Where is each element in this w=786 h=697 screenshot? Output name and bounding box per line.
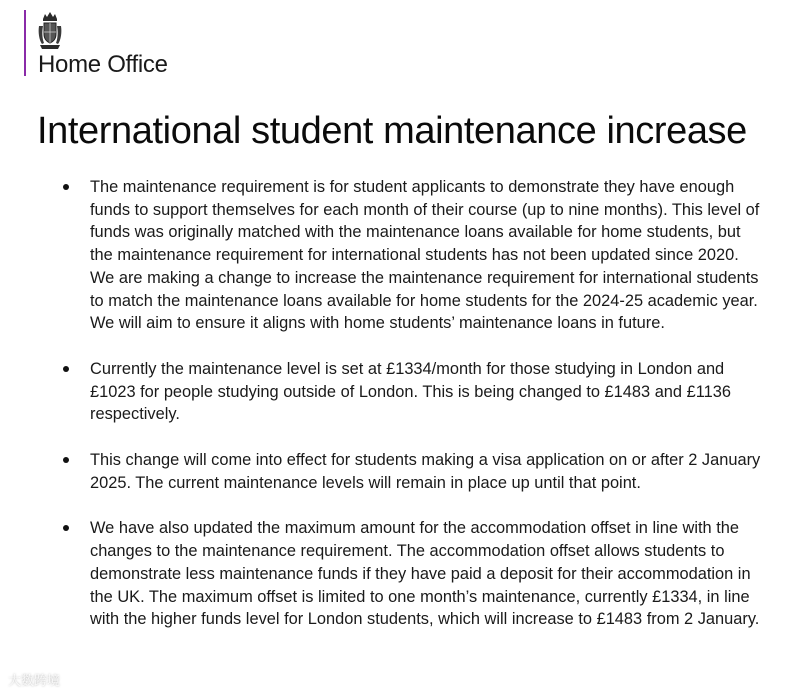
bullet-dot	[63, 457, 69, 463]
bullet-text: The maintenance requirement is for student applicants to demonstrate they have enough funds to support themselves for each month of their course (up to nine months). This level of funds was originally matched with the maintenance loans available for home students, but the maintenance requirement for international students has not been updated since 2020. We are making a change to increase the maintenance requirement for international students to match the maintenance loans available for home students for the 2024-25 academic year. We will aim to ensure it aligns with home students’ maintenance loans in future.	[90, 178, 760, 333]
bullet-dot	[63, 184, 69, 190]
bullet-item-maintenance-levels	[90, 358, 766, 426]
bullet-text: This change will come into effect for students making a visa application on or after 2 January 2025. The current maintenance levels will remain in place up until that point.	[90, 451, 761, 492]
royal-coat-of-arms-icon	[37, 10, 63, 50]
bullet-text: Currently the maintenance level is set at £1334/month for those studying in London and £1023 for people studying outside of London. This is being changed to £1483 and £1136 respectively.	[90, 359, 731, 424]
bullet-item-accommodation-offset	[90, 517, 766, 631]
bullet-item-maintenance-requirement	[90, 176, 766, 335]
page-title: International student maintenance increase	[37, 110, 747, 152]
bullet-item-effective-date	[90, 449, 766, 494]
bullet-dot	[63, 525, 69, 531]
org-name: Home Office	[38, 51, 168, 78]
bullet-list	[90, 176, 766, 654]
bullet-text: We have also updated the maximum amount for the accommodation offset in line with the changes to the maintenance requirement. The accommodation offset allows students to demonstrate less maintenance funds if they have paid a deposit for their accommodation in the UK. The maximum offset is limited to one month’s maintenance, currently £1334, in line with the higher funds level for London students, which will increase to £1483 from 2 January.	[90, 519, 760, 629]
home-office-logo	[24, 10, 168, 76]
bullet-dot	[63, 366, 69, 372]
watermark: 大数跨境	[8, 673, 61, 688]
